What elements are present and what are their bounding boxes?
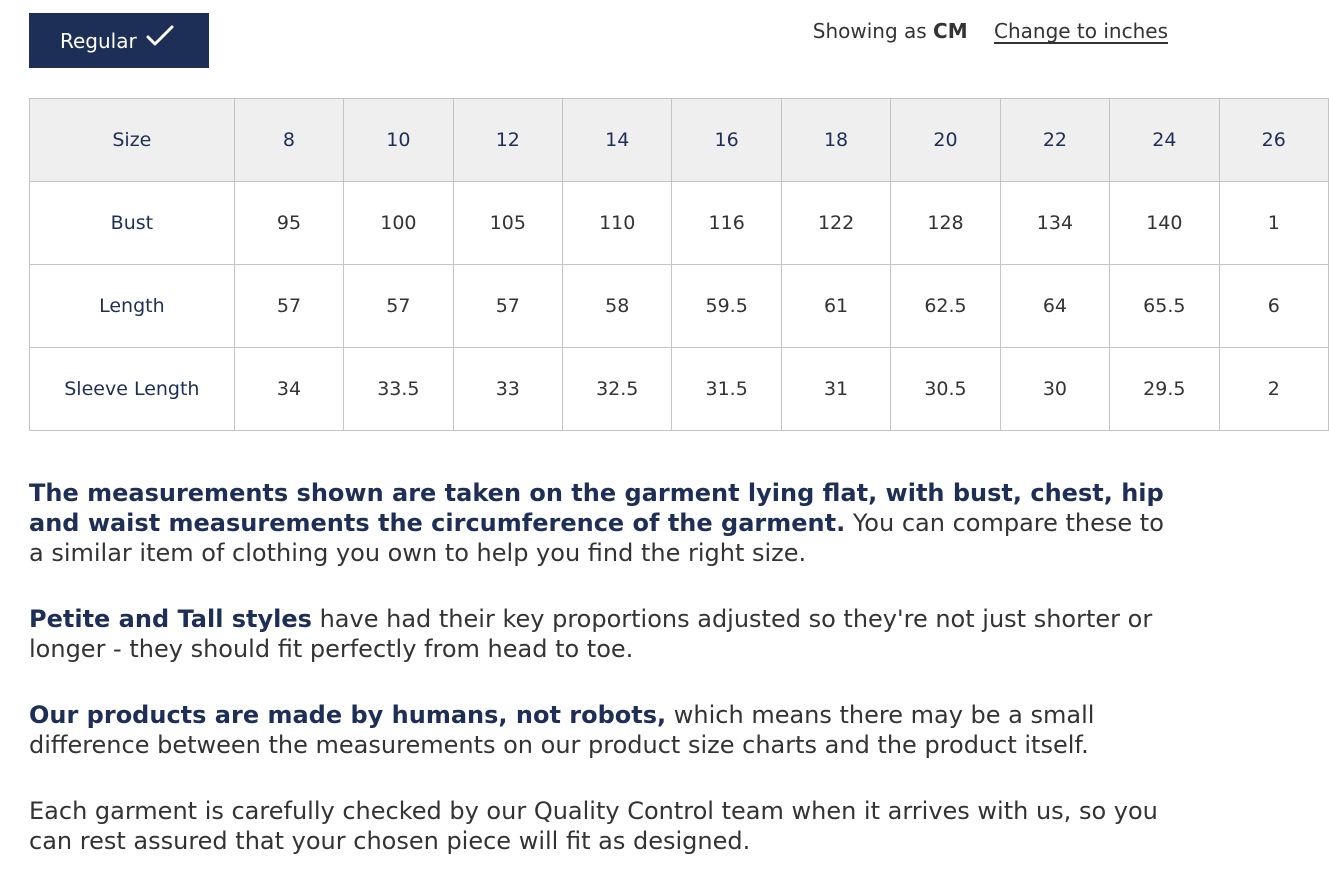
- unit-toggle-bar: [813, 19, 1168, 43]
- note-paragraph: [29, 604, 1179, 664]
- row-label: Size: [30, 99, 235, 182]
- change-to-inches-link[interactable]: Change to inches: [994, 19, 1168, 43]
- measurement-cell: 33.5: [344, 348, 453, 431]
- size-cell: 24: [1110, 99, 1219, 182]
- row-label: Length: [30, 265, 235, 348]
- measurement-cell: 64: [1000, 265, 1109, 348]
- row-label: Sleeve Length: [30, 348, 235, 431]
- note-bold: Petite and Tall styles: [29, 605, 312, 633]
- table-row: [30, 182, 1329, 265]
- measurement-cell: 29.5: [1110, 348, 1219, 431]
- measurement-cell: 61: [781, 265, 890, 348]
- note-bold: The measurements shown are taken on the garment lying flat, with bust, chest, hip and waist measurements the circumference of the garment.: [29, 479, 1164, 537]
- note-paragraph: [29, 796, 1179, 856]
- measurement-cell: 34: [234, 348, 343, 431]
- measurement-cell: 62.5: [891, 265, 1000, 348]
- measurement-cell: 30: [1000, 348, 1109, 431]
- size-cell: 26: [1219, 99, 1328, 182]
- size-cell: 16: [672, 99, 781, 182]
- size-cell: 22: [1000, 99, 1109, 182]
- measurement-cell: 122: [781, 182, 890, 265]
- measurement-cell: 1: [1219, 182, 1328, 265]
- measurement-cell: 32.5: [563, 348, 672, 431]
- measurement-cell: 140: [1110, 182, 1219, 265]
- fit-regular-button[interactable]: [29, 13, 209, 68]
- measurement-cell: 57: [344, 265, 453, 348]
- size-table-scroll[interactable]: [29, 98, 1286, 434]
- note-text: which means there may be a small difference between the measurements on our product size charts and the product itself.: [29, 701, 1095, 759]
- note-bold: Our products are made by humans, not robots,: [29, 701, 667, 729]
- row-label: Bust: [30, 182, 235, 265]
- size-table: [29, 98, 1329, 431]
- unit-current: CM: [933, 19, 968, 43]
- measurement-cell: 57: [453, 265, 562, 348]
- note-text: You can compare these to a similar item of clothing you own to help you find the right size.: [29, 509, 1164, 567]
- size-cell: 18: [781, 99, 890, 182]
- size-cell: 10: [344, 99, 453, 182]
- note-text: have had their key proportions adjusted so they're not just shorter or longer - they should fit perfectly from head to toe.: [29, 605, 1153, 663]
- table-row: [30, 348, 1329, 431]
- measurement-cell: 30.5: [891, 348, 1000, 431]
- measurement-cell: 2: [1219, 348, 1328, 431]
- measurement-cell: 116: [672, 182, 781, 265]
- size-cell: 12: [453, 99, 562, 182]
- size-cell: 8: [234, 99, 343, 182]
- note-text: Each garment is carefully checked by our Quality Control team when it arrives with us, so you can rest assured that your chosen piece will fit as designed.: [29, 797, 1158, 855]
- note-paragraph: [29, 700, 1179, 760]
- measurement-cell: 134: [1000, 182, 1109, 265]
- measurement-cell: 58: [563, 265, 672, 348]
- measurement-cell: 31: [781, 348, 890, 431]
- measurement-cell: 31.5: [672, 348, 781, 431]
- measurement-cell: 128: [891, 182, 1000, 265]
- size-notes: [29, 478, 1179, 892]
- measurement-cell: 6: [1219, 265, 1328, 348]
- checkmark-icon: [146, 25, 174, 47]
- size-header-row: [30, 99, 1329, 182]
- measurement-cell: 57: [234, 265, 343, 348]
- measurement-cell: 110: [563, 182, 672, 265]
- measurement-cell: 105: [453, 182, 562, 265]
- size-cell: 14: [563, 99, 672, 182]
- fit-regular-label: Regular: [60, 28, 137, 53]
- measurement-cell: 100: [344, 182, 453, 265]
- table-row: [30, 265, 1329, 348]
- measurement-cell: 95: [234, 182, 343, 265]
- size-cell: 20: [891, 99, 1000, 182]
- measurement-cell: 59.5: [672, 265, 781, 348]
- measurement-cell: 33: [453, 348, 562, 431]
- unit-prefix: Showing as: [812, 19, 927, 43]
- measurement-cell: 65.5: [1110, 265, 1219, 348]
- note-paragraph: [29, 478, 1179, 568]
